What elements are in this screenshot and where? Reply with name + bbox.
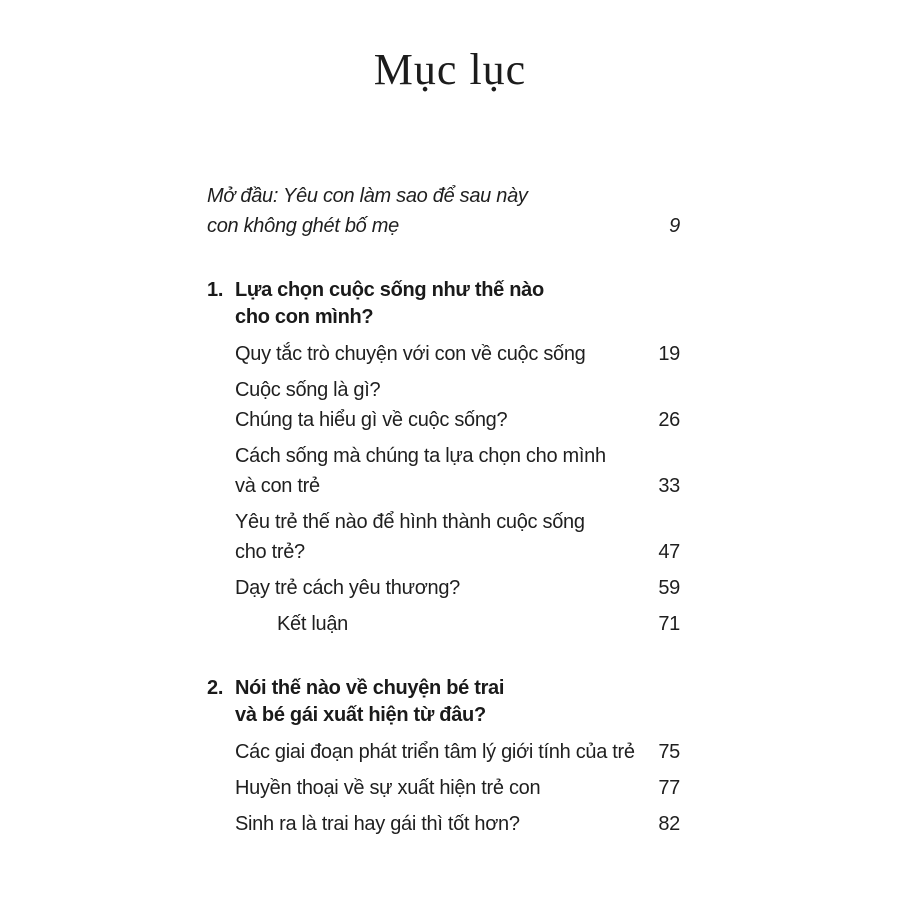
entry-line: Chúng ta hiểu gì về cuộc sống?: [235, 408, 508, 431]
section-number: 2.: [207, 676, 224, 699]
entry-text: [235, 507, 638, 567]
page-number: 26: [658, 408, 680, 431]
page-number: 9: [669, 214, 680, 237]
page-number: 47: [658, 540, 680, 563]
section-title: [235, 675, 504, 729]
section-title-line: Lựa chọn cuộc sống như thế nào: [235, 278, 544, 301]
intro-entry: [207, 181, 680, 241]
toc-section-2: [207, 675, 680, 839]
page-title: Mục lục: [373, 45, 527, 94]
entry-line: Kết luận: [277, 612, 348, 635]
toc-entry: [207, 609, 680, 639]
toc-entry: [207, 507, 680, 567]
toc-entry: [207, 737, 680, 767]
entry-line: Yêu trẻ thế nào để hình thành cuộc sống: [235, 510, 585, 533]
entry-line: và con trẻ: [235, 474, 320, 497]
entry-line: cho trẻ?: [235, 540, 305, 563]
entry-line: Sinh ra là trai hay gái thì tốt hơn?: [235, 812, 520, 835]
toc-entry: [207, 773, 680, 803]
page-number: 59: [658, 576, 680, 599]
entry-line: Cách sống mà chúng ta lựa chọn cho mình: [235, 444, 606, 467]
toc-entry: [207, 573, 680, 603]
toc-entry: [207, 809, 680, 839]
section-number: 1.: [207, 278, 224, 301]
section-title: [235, 277, 544, 331]
entry-line: Huyền thoại về sự xuất hiện trẻ con: [235, 776, 541, 799]
page-number: 33: [658, 474, 680, 497]
page-number: 82: [658, 812, 680, 835]
entry-line: Dạy trẻ cách yêu thương?: [235, 576, 460, 599]
toc-entry: [207, 375, 680, 435]
section-heading: [207, 675, 680, 729]
entry-text: [235, 375, 638, 435]
intro-line: con không ghét bố mẹ: [207, 214, 399, 237]
section-title-line: cho con mình?: [235, 305, 374, 328]
table-of-contents: [207, 181, 680, 839]
toc-entry: [207, 339, 680, 369]
toc-section-1: [207, 277, 680, 639]
page-number: 77: [658, 776, 680, 799]
section-heading: [207, 277, 680, 331]
entry-line: Quy tắc trò chuyện với con về cuộc sống: [235, 342, 586, 365]
entry-text: [235, 609, 638, 639]
entry-text: [235, 773, 638, 803]
page-number: 75: [658, 740, 680, 763]
intro-text: [207, 181, 638, 241]
entry-text: [235, 339, 638, 369]
entry-text: [235, 737, 638, 767]
entry-text: [235, 809, 638, 839]
intro-line: Mở đầu: Yêu con làm sao để sau này: [207, 184, 528, 207]
entry-text: [235, 441, 638, 501]
entry-line: Các giai đoạn phát triển tâm lý giới tính của trẻ: [235, 740, 635, 763]
page-number: 71: [658, 612, 680, 635]
section-title-line: Nói thế nào về chuyện bé trai: [235, 676, 505, 699]
entry-text: [235, 573, 638, 603]
entry-line: Cuộc sống là gì?: [235, 378, 381, 401]
section-title-line: và bé gái xuất hiện từ đâu?: [235, 703, 486, 726]
page-number: 19: [658, 342, 680, 365]
toc-entry: [207, 441, 680, 501]
